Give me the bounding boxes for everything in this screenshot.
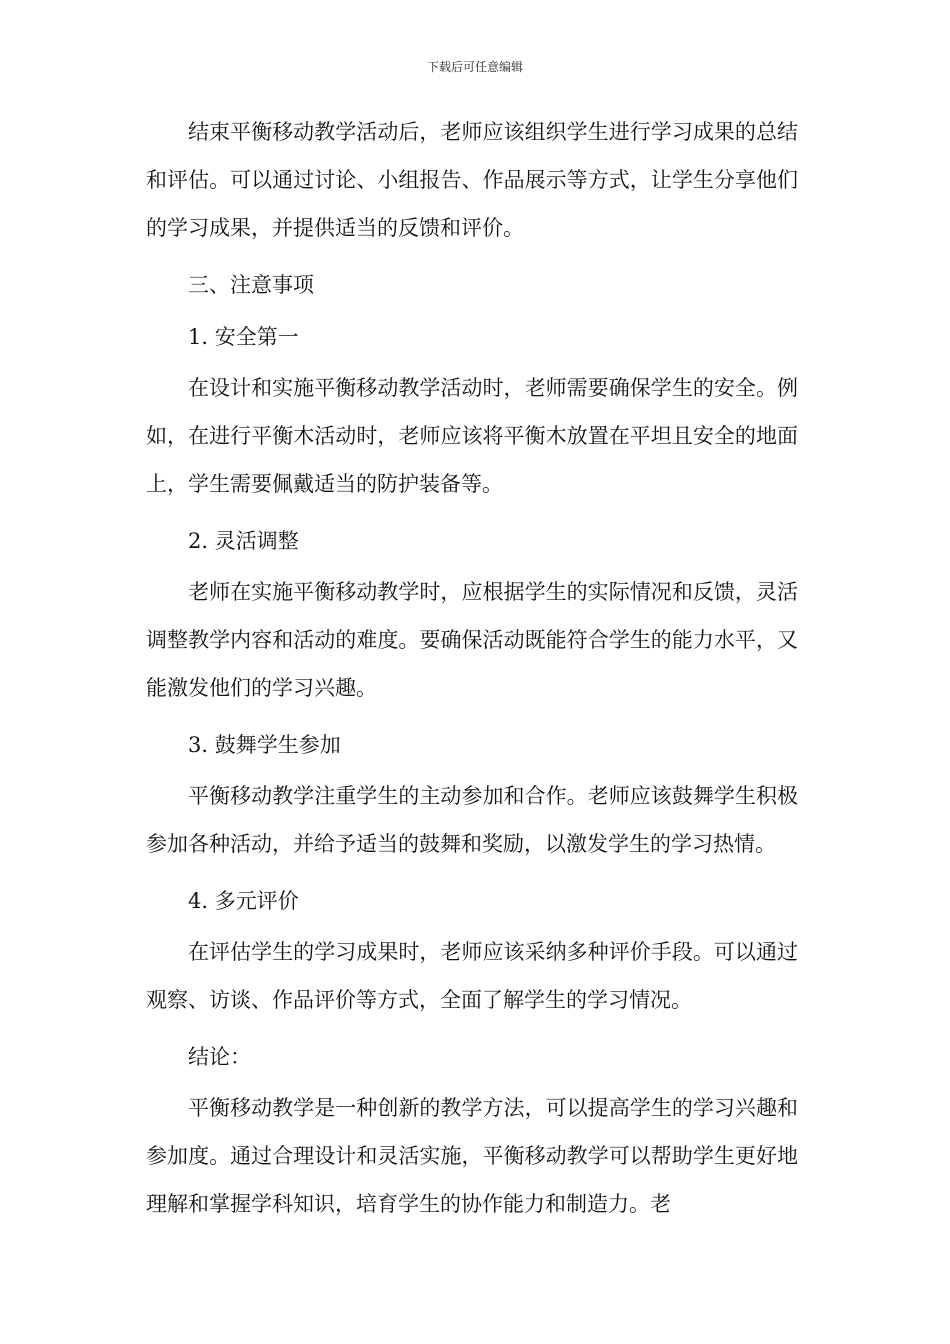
item-heading-flexible: 2. 灵活调整 (188, 529, 299, 553)
document-body (146, 108, 798, 1228)
item-heading-evaluation: 4. 多元评价 (188, 889, 299, 913)
item-heading-encourage: 3. 鼓舞学生参加 (188, 733, 341, 757)
paragraph-safety: 在设计和实施平衡移动教学活动时，老师需要确保学生的安全。例如，在进行平衡木活动时，老师应该将平衡木放置在平坦且安全的地面上，学生需要佩戴适当的防护装备等。 (146, 376, 798, 496)
paragraph-conclusion: 平衡移动教学是一种创新的教学方法，可以提高学生的学习兴趣和参加度。通过合理设计和灵活实施，平衡移动教学可以帮助学生更好地理解和掌握学科知识，培育学生的协作能力和制造力。老 (146, 1096, 798, 1216)
conclusion-heading: 结论： (188, 1045, 251, 1069)
paragraph-encourage: 平衡移动教学注重学生的主动参加和合作。老师应该鼓舞学生积极参加各种活动，并给予适当的鼓舞和奖励，以激发学生的学习热情。 (146, 784, 798, 856)
header-note: 下载后可任意编辑 (426, 60, 523, 74)
paragraph-flexible: 老师在实施平衡移动教学时，应根据学生的实际情况和反馈，灵活调整教学内容和活动的难度。要确保活动既能符合学生的能力水平，又能激发他们的学习兴趣。 (146, 580, 798, 700)
paragraph-evaluation: 在评估学生的学习成果时，老师应该采纳多种评价手段。可以通过观察、访谈、作品评价等方式，全面了解学生的学习情况。 (146, 940, 798, 1012)
section-heading-notes: 三、注意事项 (188, 273, 314, 297)
item-heading-safety: 1. 安全第一 (188, 325, 299, 349)
paragraph-summary: 结束平衡移动教学活动后，老师应该组织学生进行学习成果的总结和评估。可以通过讨论、小组报告、作品展示等方式，让学生分享他们的学习成果，并提供适当的反馈和评价。 (146, 120, 798, 240)
